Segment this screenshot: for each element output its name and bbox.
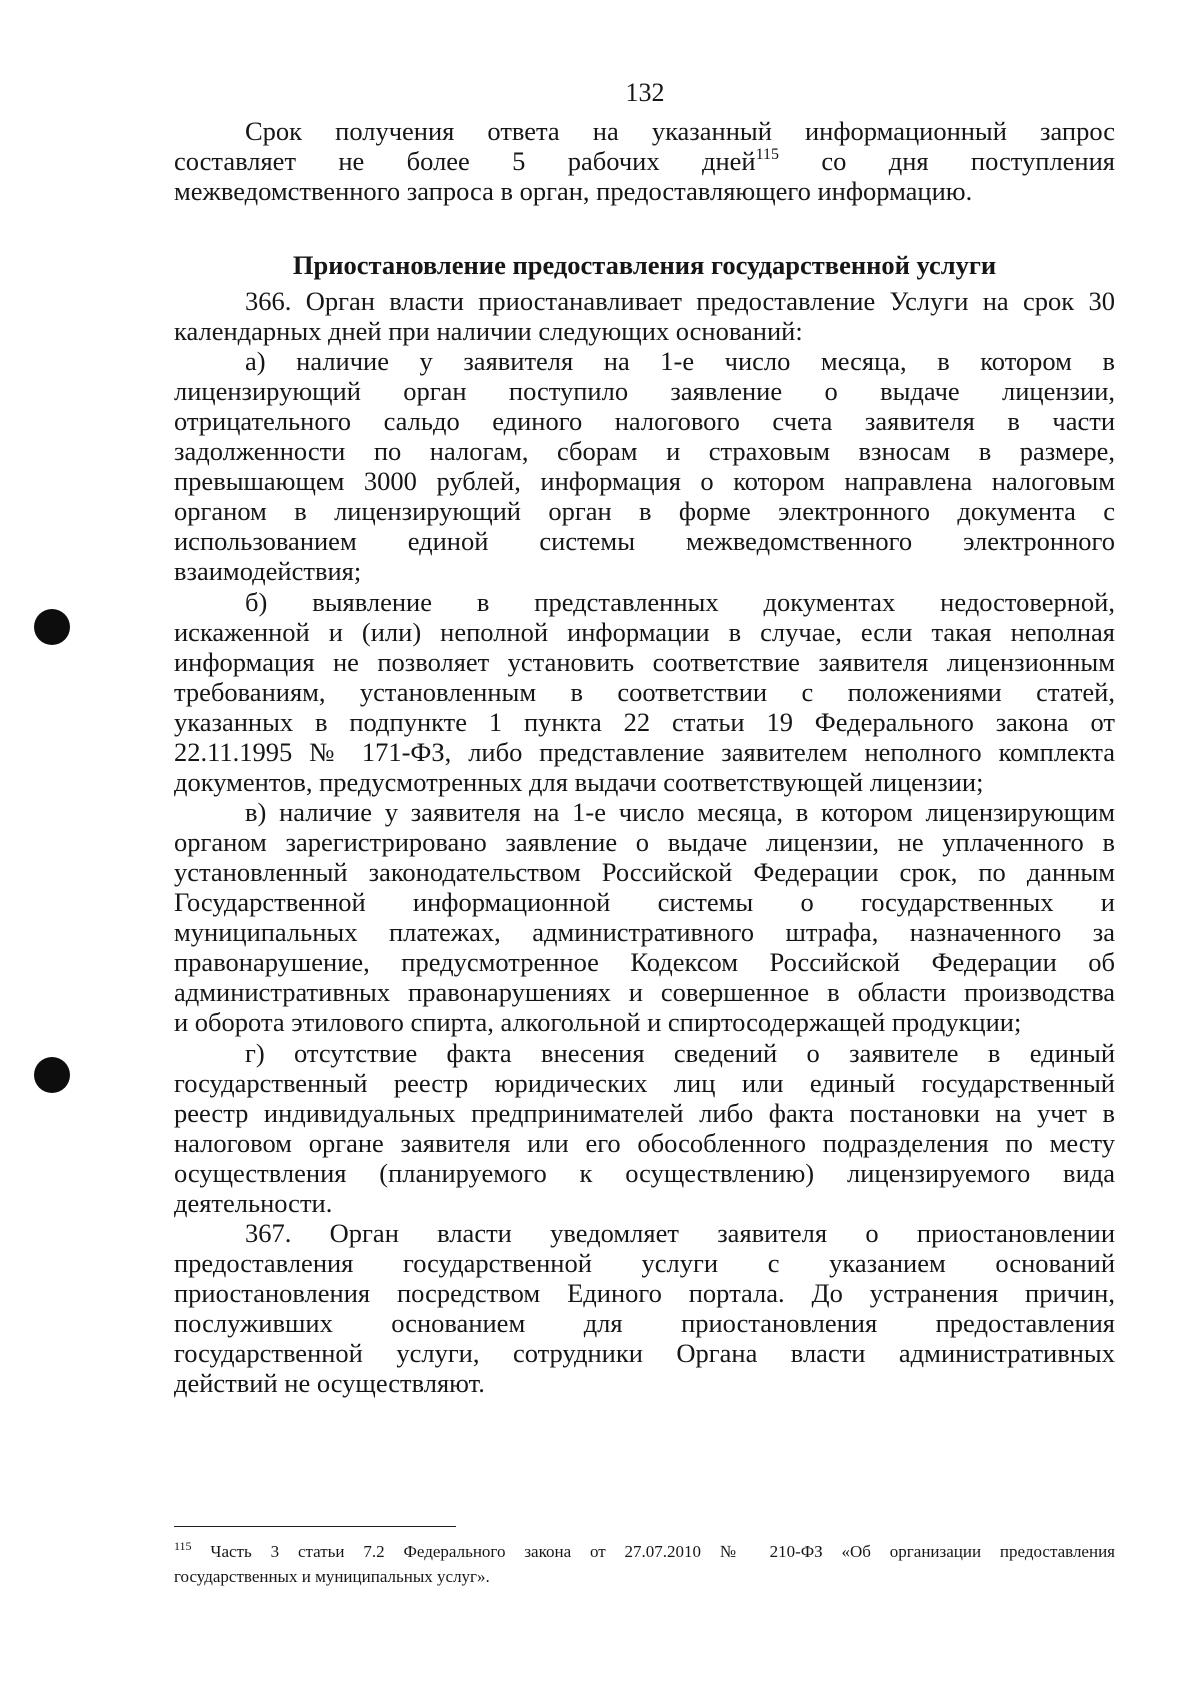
item-a-line: а) наличие у заявителя на 1-е число месяца, в котором в <box>245 346 1115 376</box>
intro-line-with-ref <box>174 144 1115 178</box>
item-v-line: Государственной информационной системы о государственных и <box>174 887 1115 917</box>
intro-text: со дня поступления <box>778 146 1115 176</box>
paragraph-367-line: действий не осуществляют. <box>174 1368 485 1398</box>
footnote-text: Часть 3 статьи 7.2 Федерального закона от 27.07.2010 № 210-ФЗ «Об организации предоставления <box>191 1542 1115 1561</box>
item-a-line: взаимодействия; <box>174 556 362 586</box>
footnote-marker: 115 <box>174 1540 192 1553</box>
paragraph-367-line: государственной услуги, сотрудники Органа власти административных <box>174 1338 1115 1368</box>
footnote-line: государственных и муниципальных услуг». <box>174 1567 490 1586</box>
item-v-line: установленный законодательством Российской Федерации срок, по данным <box>174 857 1115 887</box>
footnote-divider <box>174 1526 456 1527</box>
item-g-line: государственный реестр юридических лиц или единый государственный <box>174 1068 1115 1098</box>
paragraph-367-line: приостановления посредством Единого портала. До устранения причин, <box>174 1278 1115 1308</box>
item-b-line: 22.11.1995 № 171-ФЗ, либо представление заявителем неполного комплекта <box>174 737 1115 767</box>
item-a-line: органом в лицензирующий орган в форме электронного документа с <box>174 496 1115 526</box>
intro-line: Срок получения ответа на указанный информационный запрос <box>245 116 1115 146</box>
item-b-line: указанных в подпункте 1 пункта 22 статьи 19 Федерального закона от <box>174 707 1115 737</box>
intro-text: составляет не более 5 рабочих дней <box>174 146 756 176</box>
item-v-line: муниципальных платежах, административного штрафа, назначенного за <box>174 917 1115 947</box>
item-b-line: требованиям, установленным в соответствии с положениями статей, <box>174 677 1115 707</box>
item-g-line: осуществления (планируемого к осуществлению) лицензируемого вида <box>174 1158 1115 1188</box>
paragraph-367-line: 367. Орган власти уведомляет заявителя о приостановлении <box>245 1218 1115 1248</box>
footnote-reference: 115 <box>755 146 779 163</box>
punch-hole <box>34 609 70 645</box>
item-a-line: задолженности по налогам, сборам и страховым взносам в размере, <box>174 436 1115 466</box>
item-a-line: лицензирующий орган поступило заявление о выдаче лицензии, <box>174 376 1115 406</box>
footnote-line <box>174 1540 1115 1564</box>
item-b-line: информация не позволяет установить соответствие заявителя лицензионным <box>174 647 1115 677</box>
page-number: 132 <box>625 78 665 107</box>
item-g-line: налоговом органе заявителя или его обособленного подразделения по месту <box>174 1128 1115 1158</box>
item-g-line: г) отсутствие факта внесения сведений о заявителе в единый <box>245 1038 1115 1068</box>
item-b-line: документов, предусмотренных для выдачи соответствующей лицензии; <box>174 767 984 797</box>
paragraph-367-line: послуживших основанием для приостановления предоставления <box>174 1308 1115 1338</box>
item-v-line: органом зарегистрировано заявление о выдаче лицензии, не уплаченного в <box>174 827 1115 857</box>
item-a-line: превышающем 3000 рублей, информация о котором направлена налоговым <box>174 466 1115 496</box>
paragraph-366-line: календарных дней при наличии следующих оснований: <box>174 316 803 346</box>
intro-line: межведомственного запроса в орган, предоставляющего информацию. <box>174 176 973 206</box>
paragraph-366-line: 366. Орган власти приостанавливает предоставление Услуги на срок 30 <box>245 286 1115 316</box>
item-v-line: в) наличие у заявителя на 1-е число месяца, в котором лицензирующим <box>245 797 1115 827</box>
section-heading: Приостановление предоставления государственной услуги <box>292 250 997 280</box>
punch-hole <box>34 1057 70 1093</box>
item-v-line: и оборота этилового спирта, алкогольной и спиртосодержащей продукции; <box>174 1007 1022 1037</box>
item-g-line: деятельности. <box>174 1188 333 1218</box>
paragraph-367-line: предоставления государственной услуги с указанием оснований <box>174 1248 1115 1278</box>
item-b-line: искаженной и (или) неполной информации в случае, если такая неполная <box>174 617 1115 647</box>
item-b-line: б) выявление в представленных документах недостоверной, <box>245 587 1115 617</box>
item-a-line: использованием единой системы межведомственного электронного <box>174 526 1115 556</box>
item-v-line: правонарушение, предусмотренное Кодексом Российской Федерации об <box>174 947 1115 977</box>
item-v-line: административных правонарушениях и совершенное в области производства <box>174 977 1115 1007</box>
item-a-line: отрицательного сальдо единого налогового счета заявителя в части <box>174 406 1115 436</box>
item-g-line: реестр индивидуальных предпринимателей либо факта постановки на учет в <box>174 1098 1115 1128</box>
